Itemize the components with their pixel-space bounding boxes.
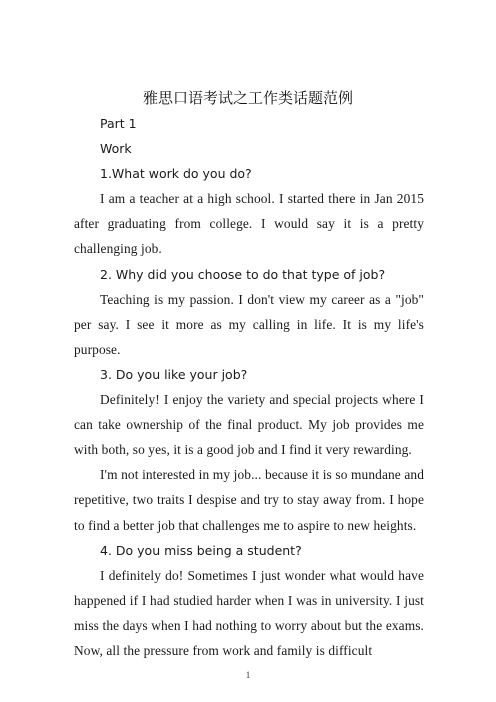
question-1: 1.What work do you do?	[100, 166, 252, 182]
answer-3a: Definitely! I enjoy the variety and special projects where I can take ownership of the final product. My job provides me with both, so yes, it is a good job and I find it very rewarding.	[74, 392, 424, 458]
answer-2: Teaching is my passion. I don't view my career as a "job" per say. I see it more as my calling in life. It is my life's purpose.	[74, 291, 424, 357]
question-2: 2. Why did you choose to do that type of job?	[100, 266, 386, 282]
document-title: 雅思口语考试之工作类话题范例	[142, 89, 353, 107]
topic-heading: Work	[100, 141, 132, 157]
question-4: 4. Do you miss being a student?	[100, 542, 302, 558]
document-body	[74, 111, 424, 663]
answer-1: I am a teacher at a high school. I started there in Jan 2015 after graduating from college. I would say it is a pretty challenging job.	[74, 191, 424, 257]
answer-3b: I'm not interested in my job... because it is so mundane and repetitive, two traits I despise and try to stay away from. I hope to find a better job that challenges me to aspire to new heights.	[74, 467, 424, 533]
question-3: 3. Do you like your job?	[100, 366, 248, 382]
section-heading: Part 1	[100, 116, 137, 131]
page-number: 1	[245, 670, 251, 680]
answer-4: I definitely do! Sometimes I just wonder what would have happened if I had studied harder when I was in university. I just miss the days when I had nothing to worry about but the exams. Now, all the pressure from work and family is difficult	[74, 567, 424, 658]
